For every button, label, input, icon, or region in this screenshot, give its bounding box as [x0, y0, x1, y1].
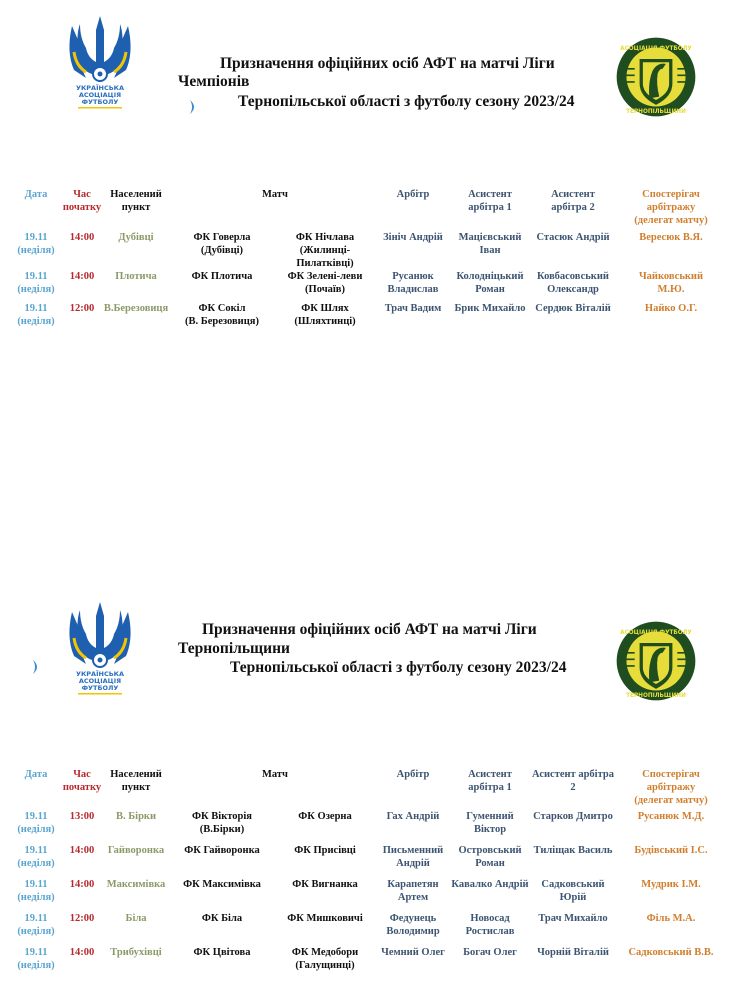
section-title-line-3: Тернопільської області з футболу сезону 2023/24: [238, 93, 575, 110]
cell-place: [100, 878, 172, 891]
uaf-logo-text-3: ФУТБОЛУ: [81, 98, 119, 106]
cell-time: [60, 231, 104, 244]
cell-observer-line-1: Вересюк В.Я.: [639, 232, 703, 243]
cell-date: [14, 231, 58, 257]
header-obs-line-3: (делегат матчу): [634, 795, 708, 806]
header-a2-line-2: 2: [570, 782, 576, 793]
cell-time: [60, 844, 104, 857]
cell-referee-line-1: Карапетян: [387, 879, 439, 890]
cell-place-line-1: Гайворонка: [107, 845, 165, 856]
aft-logo-text-bottom: ТЕРНОПІЛЬЩИНИ: [626, 109, 686, 116]
cell-place: [100, 844, 172, 857]
uaf-logo-text-2: АСОЦІАЦІЯ: [78, 677, 122, 685]
uaf-logo-text-2: АСОЦІАЦІЯ: [78, 91, 122, 99]
cell-assistant-2: [526, 946, 620, 959]
cell-place: [100, 946, 172, 959]
cell-referee-line-2: Володимир: [386, 926, 440, 937]
cell-observer: [618, 844, 724, 857]
cell-referee: [374, 270, 452, 296]
header-assistant-1: [450, 188, 530, 214]
cell-referee-line-2: Владислав: [387, 284, 439, 295]
cell-assistant-1-line-1: Островський: [458, 845, 522, 856]
header-a2-line-1: Асистент: [551, 189, 595, 200]
cell-observer: [618, 912, 724, 925]
cell-referee-line-2: Андрій: [396, 858, 430, 869]
uaf-logo-text-3: ФУТБОЛУ: [81, 684, 119, 692]
section-title-line-1: Призначення офіційних осіб АФТ на матчі Ліги: [202, 621, 537, 638]
cell-assistant-1: [450, 302, 530, 315]
cell-time-line-1: 13:00: [69, 811, 95, 822]
cell-home-team-line-1: ФК Говерла: [193, 232, 251, 243]
cell-time: [60, 946, 104, 959]
cell-home-team-line-2: (В. Березовиця): [185, 316, 259, 327]
cell-away-team-line-1: ФК Вигнанка: [292, 879, 358, 890]
uaf-logo-text-1: УКРАЇНСЬКА: [75, 670, 125, 678]
cell-assistant-1-line-2: Роман: [475, 284, 505, 295]
uaf-logo: [50, 12, 150, 112]
cell-away-team-line-1: ФК Озерна: [298, 811, 352, 822]
cell-home-team-line-2: (В.Бірки): [199, 824, 245, 835]
cell-referee-line-1: Чемний Олег: [381, 947, 445, 958]
cell-time: [60, 878, 104, 891]
cell-date-line-1: 19.11: [24, 879, 48, 890]
header-obs-line-1: Спостерігач: [642, 769, 700, 780]
cell-observer-line-1: Мудрик І.М.: [641, 879, 701, 890]
cell-referee-line-1: Гах Андрій: [386, 811, 440, 822]
header-obs-line-3: (делегат матчу): [634, 215, 708, 226]
cell-assistant-2-line-1: Старков Дмитро: [533, 811, 613, 822]
header-place: [100, 188, 172, 214]
header-obs-line-1: Спостерігач: [642, 189, 700, 200]
cell-assistant-2-line-1: Трач Михайло: [538, 913, 608, 924]
cell-date-line-1: 19.11: [24, 913, 48, 924]
cell-time-line-1: 12:00: [69, 913, 95, 924]
cell-assistant-2-line-1: Садковський: [541, 879, 605, 890]
header-a1-line-1: Асистент: [468, 769, 512, 780]
cell-home-team: [170, 810, 274, 836]
cell-place-line-1: Дубівці: [118, 232, 154, 243]
header-a1-line-1: Асистент: [468, 189, 512, 200]
cell-assistant-2: [526, 810, 620, 823]
header-obs-line-2: арбітражу: [646, 782, 696, 793]
cell-date: [14, 878, 58, 904]
cell-date-line-1: 19.11: [24, 947, 48, 958]
cell-observer-line-1: Чайковський: [638, 271, 704, 282]
cell-observer: [618, 302, 724, 315]
header-match: Матч: [262, 189, 288, 200]
cell-assistant-2-line-1: Чорній Віталій: [537, 947, 609, 958]
cell-home-team: [170, 302, 274, 328]
header-a1-line-2: арбітра 1: [468, 782, 512, 793]
header-time: [60, 768, 104, 794]
cell-assistant-2-line-1: Сердюк Віталій: [535, 303, 611, 314]
cell-time: [60, 912, 104, 925]
cell-referee-line-1: Письменний: [382, 845, 444, 856]
cell-date-line-2: (неділя): [17, 316, 55, 327]
cell-assistant-2: [526, 270, 620, 296]
cell-place: [100, 231, 172, 244]
cell-place-line-1: Плотича: [115, 271, 157, 282]
cell-assistant-1-line-1: Мацієвський: [458, 232, 522, 243]
cell-assistant-1-line-1: Богач Олег: [463, 947, 517, 958]
cell-home-team: [170, 946, 274, 959]
cell-home-team-line-1: ФК Вікторія: [192, 811, 252, 822]
cell-assistant-1-line-1: Новосад: [470, 913, 510, 924]
cell-referee: [374, 810, 452, 823]
cell-date-line-1: 19.11: [24, 845, 48, 856]
header-place-line-2: пункт: [121, 202, 151, 213]
cell-date-line-2: (неділя): [17, 824, 55, 835]
cell-home-team-line-1: ФК Гайворонка: [184, 845, 260, 856]
cell-assistant-1: [450, 810, 530, 836]
cell-referee-line-2: Артем: [397, 892, 429, 903]
cell-date: [14, 946, 58, 972]
cell-assistant-1: [450, 270, 530, 296]
section-title-line-2: Тернопільщини: [178, 640, 290, 657]
cell-date: [14, 844, 58, 870]
header-referee: Арбітр: [396, 189, 430, 200]
header-place-line-1: Населений: [110, 189, 162, 200]
section-title-line-1: Призначення офіційних осіб АФТ на матчі Ліги: [220, 55, 555, 72]
cell-assistant-1-line-1: Колодніцький: [456, 271, 524, 282]
cell-away-team: [270, 912, 380, 925]
header-time: [60, 188, 104, 214]
cell-place: [100, 912, 172, 925]
cell-assistant-2: [526, 912, 620, 925]
header-referee: Арбітр: [396, 769, 430, 780]
cell-date-line-1: 19.11: [24, 232, 48, 243]
cell-referee: [374, 912, 452, 938]
cell-place-line-1: В. Бірки: [115, 811, 157, 822]
cell-assistant-1: [450, 912, 530, 938]
cell-time-line-1: 14:00: [69, 232, 95, 243]
header-place-line-1: Населений: [110, 769, 162, 780]
cell-assistant-1-line-1: Кавалко Андрій: [451, 879, 529, 890]
cell-assistant-1-line-2: Іван: [479, 245, 501, 256]
cell-referee-line-1: Трач Вадим: [384, 303, 442, 314]
aft-logo-text-bottom: ТЕРНОПІЛЬЩИНИ: [626, 693, 686, 700]
cell-home-team: [170, 270, 274, 283]
cell-referee-line-1: Русанюк: [392, 271, 434, 282]
uaf-logo-text-1: УКРАЇНСЬКА: [75, 84, 125, 92]
cell-assistant-2-line-2: Юрій: [559, 892, 587, 903]
cell-assistant-2-line-1: Ковбасовський: [537, 271, 609, 282]
header-observer: [618, 188, 724, 227]
cell-time-line-1: 14:00: [69, 845, 95, 856]
cell-away-team-line-1: ФК Медобори: [291, 947, 359, 958]
cell-observer-line-2: М.Ю.: [657, 284, 685, 295]
cell-place: [100, 810, 172, 823]
cell-assistant-2-line-1: Стасюк Андрій: [536, 232, 610, 243]
cell-away-team: [270, 231, 380, 270]
cell-date-line-1: 19.11: [24, 303, 48, 314]
cell-observer: [618, 810, 724, 823]
header-a2-line-2: арбітра 2: [551, 202, 595, 213]
header-time-line-1: Час: [73, 769, 91, 780]
league-section-ternopilshchyna: [0, 590, 753, 1000]
cell-date-line-2: (неділя): [17, 960, 55, 971]
cell-referee: [374, 231, 452, 244]
header-assistant-1: [450, 768, 530, 794]
cell-observer: [618, 946, 724, 959]
cell-away-team: [270, 810, 380, 823]
cell-assistant-1-line-1: Гуменний: [466, 811, 514, 822]
cell-time: [60, 810, 104, 823]
cell-home-team: [170, 878, 274, 891]
cell-observer-line-1: Будівський І.С.: [634, 845, 708, 856]
cell-time: [60, 302, 104, 315]
header-date: Дата: [24, 769, 48, 780]
cell-date-line-2: (неділя): [17, 245, 55, 256]
cell-away-team-line-1: ФК Присівці: [294, 845, 356, 856]
header-time-line-1: Час: [73, 189, 91, 200]
cell-observer: [618, 878, 724, 891]
header-time-line-2: початку: [62, 782, 102, 793]
cell-place: [100, 270, 172, 283]
header-date: Дата: [24, 189, 48, 200]
cell-date-line-2: (неділя): [17, 858, 55, 869]
cell-observer-line-1: Садковський В.В.: [628, 947, 714, 958]
aft-logo: [615, 36, 697, 118]
cell-away-team-line-2: (Шляхтинці): [294, 316, 356, 327]
cell-home-team-line-1: ФК Максимівка: [183, 879, 261, 890]
cell-home-team-line-1: ФК Біла: [201, 913, 243, 924]
cell-assistant-1: [450, 844, 530, 870]
header-match: Матч: [262, 769, 288, 780]
cell-referee: [374, 302, 452, 315]
header-assistant-2: [526, 188, 620, 214]
cell-assistant-1-line-2: Ростислав: [465, 926, 515, 937]
header-time-line-2: початку: [62, 202, 102, 213]
header-place: [100, 768, 172, 794]
cell-assistant-1-line-2: Віктор: [473, 824, 507, 835]
header-obs-line-2: арбітражу: [646, 202, 696, 213]
cell-assistant-1-line-1: Брик Михайло: [454, 303, 526, 314]
cell-time-line-1: 14:00: [69, 947, 95, 958]
cell-home-team: [170, 912, 274, 925]
cell-referee: [374, 844, 452, 870]
cell-away-team: [270, 302, 380, 328]
cell-date-line-1: 19.11: [24, 811, 48, 822]
cell-assistant-1: [450, 946, 530, 959]
cell-away-team: [270, 844, 380, 857]
cell-away-team-line-3: Пилатківці): [296, 258, 354, 269]
cell-away-team-line-1: ФК Шлях: [301, 303, 349, 314]
cell-date-line-1: 19.11: [24, 271, 48, 282]
cell-away-team-line-1: ФК Нічлава: [295, 232, 355, 243]
blue-mark-icon: [32, 660, 40, 674]
cell-referee: [374, 946, 452, 959]
cell-assistant-2: [526, 302, 620, 315]
cell-referee-line-1: Федунець: [389, 913, 437, 924]
cell-place-line-1: Трибухівці: [110, 947, 162, 958]
cell-observer-line-1: Найко О.Г.: [644, 303, 698, 314]
cell-date: [14, 302, 58, 328]
header-a1-line-2: арбітра 1: [468, 202, 512, 213]
cell-home-team-line-2: (Дубівці): [200, 245, 244, 256]
cell-date-line-2: (неділя): [17, 892, 55, 903]
cell-assistant-2-line-2: Олександр: [547, 284, 599, 295]
header-place-line-2: пункт: [121, 782, 151, 793]
cell-home-team: [170, 844, 274, 857]
cell-observer: [618, 231, 724, 244]
cell-time-line-1: 12:00: [69, 303, 95, 314]
cell-away-team-line-2: (Галущинці): [295, 960, 355, 971]
cell-observer-line-1: Русанюк М.Д.: [637, 811, 705, 822]
header-a2-line-1: Асистент арбітра: [532, 769, 614, 780]
cell-away-team-line-1: ФК Мишковичі: [287, 913, 363, 924]
aft-logo-text-top: АСОЦІАЦІЯ ФУТБОЛУ: [620, 45, 692, 52]
cell-assistant-2: [526, 231, 620, 244]
cell-home-team-line-1: ФК Сокіл: [198, 303, 246, 314]
cell-away-team: [270, 878, 380, 891]
blue-mark-icon: [189, 100, 197, 114]
cell-time-line-1: 14:00: [69, 271, 95, 282]
cell-date-line-2: (неділя): [17, 284, 55, 295]
cell-away-team: [270, 946, 380, 972]
cell-assistant-1: [450, 878, 530, 891]
cell-date: [14, 810, 58, 836]
cell-observer: [618, 270, 724, 296]
cell-date: [14, 270, 58, 296]
cell-place: [100, 302, 172, 315]
header-assistant-2: [526, 768, 620, 794]
cell-time: [60, 270, 104, 283]
cell-home-team-line-1: ФК Плотича: [191, 271, 253, 282]
cell-place-line-1: Біла: [125, 913, 147, 924]
section-title-line-3: Тернопільської області з футболу сезону 2023/24: [230, 659, 567, 676]
cell-assistant-2: [526, 844, 620, 857]
aft-logo-text-top: АСОЦІАЦІЯ ФУТБОЛУ: [620, 629, 692, 636]
cell-referee-line-1: Зініч Андрій: [383, 232, 443, 243]
cell-assistant-1: [450, 231, 530, 257]
cell-assistant-2-line-1: Тиліщак Василь: [533, 845, 613, 856]
cell-time-line-1: 14:00: [69, 879, 95, 890]
cell-observer-line-1: Філь М.А.: [646, 913, 696, 924]
cell-place-line-1: В.Березовиця: [103, 303, 169, 314]
cell-home-team: [170, 231, 274, 257]
cell-assistant-1-line-2: Роман: [475, 858, 505, 869]
cell-place-line-1: Максимівка: [106, 879, 166, 890]
section-title-line-2: Чемпіонів: [178, 73, 250, 90]
uaf-logo: [50, 598, 150, 698]
cell-home-team-line-1: ФК Цвітова: [193, 947, 251, 958]
cell-away-team-line-2: (Почаїв): [305, 284, 345, 295]
cell-assistant-2: [526, 878, 620, 904]
cell-away-team: [270, 270, 380, 296]
header-observer: [618, 768, 724, 807]
cell-date-line-2: (неділя): [17, 926, 55, 937]
aft-logo: [615, 620, 697, 702]
cell-away-team-line-2: (Жилинці-: [299, 245, 351, 256]
cell-date: [14, 912, 58, 938]
cell-away-team-line-1: ФК Зелені-леви: [287, 271, 363, 282]
cell-referee: [374, 878, 452, 904]
